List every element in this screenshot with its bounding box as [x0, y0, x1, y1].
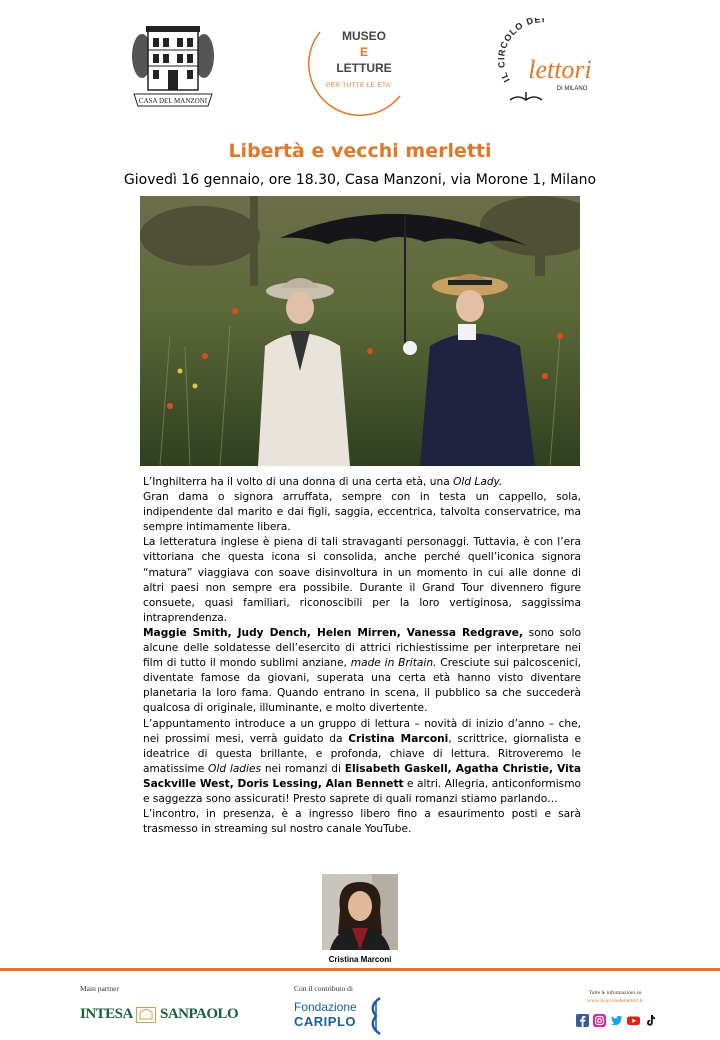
paragraph-1: L’Inghilterra ha il volto di una donna di una certa età, una Old Lady. [143, 476, 503, 488]
youtube-icon[interactable] [627, 1014, 640, 1027]
cariplo-line-2: CARIPLO [294, 1014, 356, 1029]
cariplo-line-1: Fondazione [294, 1000, 357, 1014]
museo-line-3: LETTURE [336, 61, 392, 75]
intesa-word-left: INTESA [80, 1006, 133, 1022]
museo-logo-text [314, 28, 414, 76]
footer-divider [0, 968, 720, 971]
film-still-photo [140, 196, 580, 466]
event-title: Libertà e vecchi merletti [228, 140, 492, 162]
paragraph-6: L’incontro, in presenza, è a ingresso libero fino a esaurimento posti e sarà trasmesso in streaming sul nostro canale YouTube. [143, 808, 581, 836]
museo-tagline: PER TUTTE LE ETA' [325, 82, 393, 89]
circolo-arc-text: IL CIRCOLO DEI [496, 18, 546, 84]
social-links [576, 1014, 657, 1028]
museo-line-2: E [359, 45, 368, 59]
museo-line-1: MUSEO [341, 29, 386, 43]
book-icon [510, 92, 542, 100]
paragraph-4: Maggie Smith, Judy Dench, Helen Mirren, Vanessa Redgrave, sono solo alcune delle soldatesse dell’esercito di attrici richiestissime per interpretare nei film di tutto il mondo sublimi anziane, made in Britain. Cresciute sui palcoscenici, diventate famose da giovani, superata una certa età hanno visto diventare planetaria la loro fama. Quando entrano in scena, il pubblico sa che succederà qualcosa di originale, illuminante, e molto divertente. [143, 626, 582, 715]
paragraph-3: La letteratura inglese è piena di tali stravaganti personaggi. Tuttavia, è con l’era vittoriana che questa icona si consolida, anche perché quell’iconica signora “matura” viaggiava con soave disinvoltura in un momento in cui alle donne di altri paesi non sempre era possibile. Durante il Grand Tour divennero figure consuete, quasi familiari, riconoscibili per la loro vertiginosa, saggissima intraprendenza. [143, 536, 581, 624]
intesa-emblem-icon [136, 1007, 156, 1023]
main-partner-label: Main partner [80, 984, 119, 993]
intesa-word-right: SANPAOLO [160, 1006, 239, 1022]
paragraph-2: Gran dama o signora arruffata, sempre con in testa un cappello, sola, indipendente dal marito e dai figli, saggia, eccentrica, talvolta conservatrice, ma sempre intimamente libera. [143, 491, 581, 534]
casa-manzoni-logo-text: CASA DEL MANZONI [138, 97, 208, 105]
intesa-sanpaolo-logo [80, 1006, 240, 1026]
cristina-marconi-portrait [322, 874, 398, 950]
event-description [143, 475, 581, 837]
info-url-link[interactable]: www.ilcircolodeilettori.it [587, 998, 643, 1004]
contributo-label: Con il contributo di [294, 984, 353, 993]
event-subtitle: Giovedì 16 gennaio, ore 18.30, Casa Manzoni, via Morone 1, Milano [123, 172, 597, 188]
cariplo-emblem-icon [366, 996, 386, 1036]
fondazione-cariplo-logo [292, 996, 392, 1036]
twitter-icon[interactable] [610, 1014, 623, 1027]
museo-e-letture-logo [300, 24, 410, 116]
instagram-icon[interactable] [593, 1014, 606, 1027]
paragraph-5: L’appuntamento introduce a un gruppo di lettura – novità di inizio d’anno – che, nei prossimi mesi, verrà guidato da Cristina Marconi, scrittrice, giornalista e ideatrice di questa brillante, e profonda, chiave di lettura. Ritroveremo le amatissime Old ladies nei romanzi di Elisabeth Gaskell, Agatha Christie, Vita Sackville West, Doris Lessing, Alan Bennett e altri. Allegria, anticonformismo e saggezza sono assicurati! Presto saprete di quali romanzi stiamo parlando… [143, 717, 582, 805]
circolo-main-text: lettori [528, 55, 592, 84]
casa-manzoni-logo [130, 16, 216, 114]
circolo-sub-text: DI MILANO [556, 86, 588, 92]
facebook-icon[interactable] [576, 1014, 589, 1027]
info-label: Tutte le informazioni su [588, 990, 642, 996]
circolo-dei-lettori-logo [496, 18, 596, 108]
portrait-caption: Cristina Marconi [328, 955, 392, 964]
tiktok-icon[interactable] [644, 1014, 657, 1027]
